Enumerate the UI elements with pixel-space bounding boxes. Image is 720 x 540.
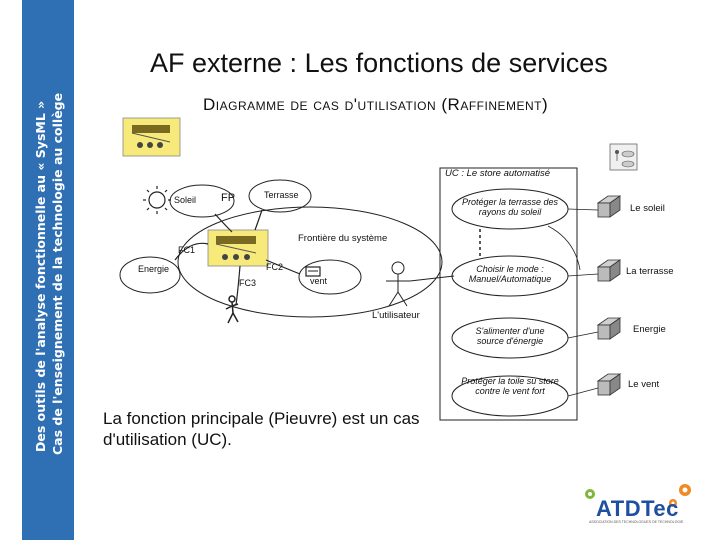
block-energie bbox=[598, 318, 620, 339]
sidebar-text-line1: Des outils de l'analyse fonctionnelle au « SysML » bbox=[33, 100, 48, 452]
label-terrasse: Terrasse bbox=[264, 190, 299, 200]
label-fc1: FC1 bbox=[178, 245, 196, 255]
caption-text: La fonction principale (Pieuvre) est un cas d'utilisation (UC). bbox=[103, 409, 420, 449]
actor-association bbox=[410, 276, 454, 281]
usecase-label-4: Protéger la toile su store contre le vent fort bbox=[461, 376, 559, 396]
link-energie bbox=[568, 332, 598, 338]
actor-label: L'utilisateur bbox=[372, 310, 420, 321]
wind-icon bbox=[306, 267, 320, 276]
usecase-label-2: Choisir le mode : Manuel/Automatique bbox=[468, 264, 552, 284]
store-icon bbox=[123, 118, 180, 156]
label-frontiere: Frontière du système bbox=[298, 233, 388, 244]
page-subtitle: Diagramme de cas d'utilisation (Raffinement) bbox=[203, 95, 549, 114]
block-label-energie: Energie bbox=[633, 324, 666, 335]
block-label-vent: Le vent bbox=[628, 379, 660, 390]
link-vent bbox=[568, 388, 598, 396]
block-label-terrasse: La terrasse bbox=[626, 266, 674, 277]
logo-text: ATDTec bbox=[596, 496, 679, 521]
usecase-label-3: S'alimenter d'une source d'énergie bbox=[475, 326, 545, 346]
usecase-diagram-icon bbox=[610, 144, 637, 170]
vent-ellipse bbox=[299, 260, 361, 294]
energie-ellipse bbox=[120, 257, 180, 293]
block-label-soleil: Le soleil bbox=[630, 203, 665, 214]
label-soleil: Soleil bbox=[174, 195, 197, 205]
page-title: AF externe : Les fonctions de services bbox=[150, 48, 608, 78]
label-energie: Energie bbox=[138, 264, 170, 274]
usecase-label-1: Protéger la terrasse des rayons du soleil bbox=[461, 197, 559, 217]
logo-subtext: ASSOCIATION DES TECHNOLOGUES DE TECHNOLOGIE bbox=[589, 520, 684, 524]
block-le-soleil bbox=[598, 196, 620, 217]
fp-link-terrasse bbox=[255, 210, 262, 230]
store-product-icon bbox=[208, 230, 268, 266]
link-terrasse bbox=[568, 274, 598, 276]
block-la-terrasse bbox=[598, 260, 620, 281]
block-le-vent bbox=[598, 374, 620, 395]
sidebar-text-line2: Cas de l'enseignement de la technologie au collège bbox=[50, 92, 65, 455]
label-vent: vent bbox=[310, 276, 328, 286]
sun-icon bbox=[143, 186, 171, 214]
label-fc2: FC2 bbox=[266, 262, 284, 272]
link-soleil bbox=[568, 209, 598, 210]
uc-boundary-title: UC : Le store automatisé bbox=[445, 168, 551, 179]
label-fp: FP bbox=[221, 192, 236, 204]
label-fc3: FC3 bbox=[239, 278, 257, 288]
